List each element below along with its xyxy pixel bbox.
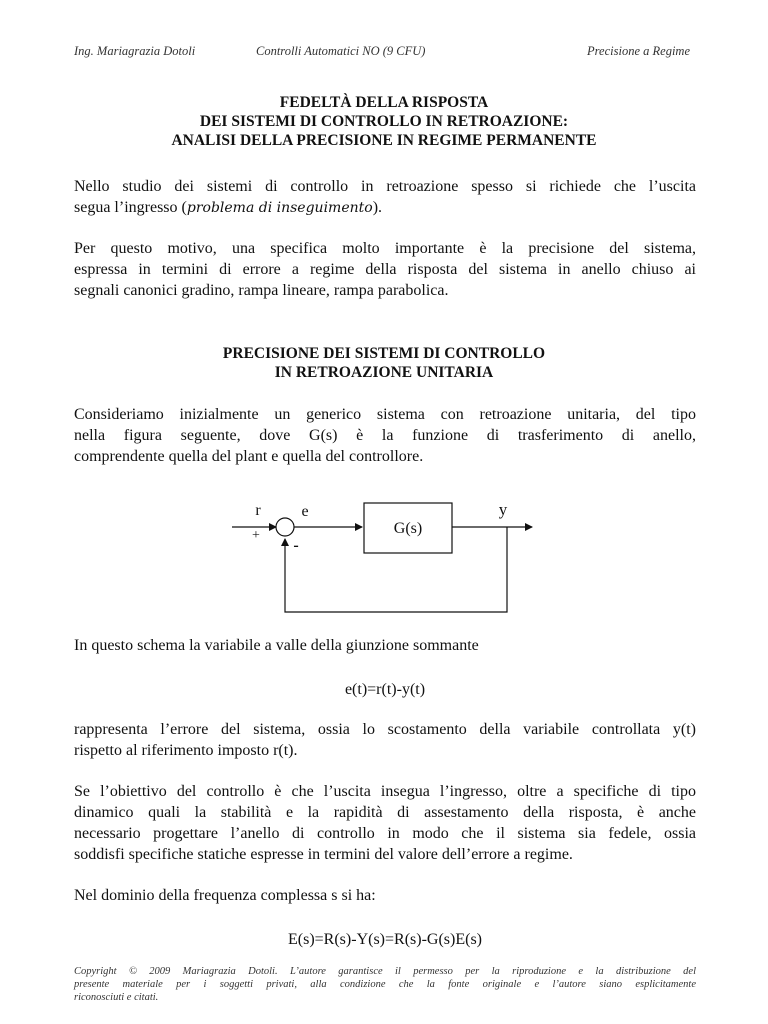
input-label: r: [255, 502, 261, 519]
section-heading: [74, 344, 694, 382]
text-line: Nello studio dei sistemi di controllo in retroazione spesso si richiede che l’uscita: [74, 178, 696, 195]
text-line: Nel dominio della frequenza complessa s si ha:: [74, 887, 376, 904]
text-line: soddisfi specifiche statiche espresse in termini del valore dell’errore a regime.: [74, 846, 573, 863]
error-label: e: [301, 503, 309, 520]
output-label: y: [498, 500, 508, 519]
section-heading-line-2: IN RETROAZIONE UNITARIA: [274, 364, 494, 381]
text-line: necessario progettare l’anello di controllo in modo che il sistema sia fedele, ossia: [74, 825, 696, 842]
section-heading-line-1: PRECISIONE DEI SISTEMI DI CONTROLLO: [222, 345, 546, 362]
body-paragraph-3: [74, 404, 696, 467]
text-line: In questo schema la variabile a valle della giunzione sommante: [74, 637, 479, 654]
feedback-block-diagram: [228, 495, 548, 620]
footer-line: riconosciuti e citati.: [74, 992, 159, 1003]
summing-junction: [276, 518, 294, 536]
block-label: G(s): [393, 520, 423, 537]
footer-line: presente materiale per i soggetti privati, alla condizione che la fonte originale e l’autore siano esplicitamente: [74, 979, 696, 990]
text-fragment: ).: [372, 199, 383, 216]
equation-error-time: e(t)=r(t)-y(t): [344, 681, 426, 698]
text-line: Consideriamo inizialmente un generico sistema con retroazione unitaria, del tipo: [74, 406, 696, 423]
text-line: rispetto al riferimento imposto r(t).: [74, 742, 298, 759]
title-line-3: ANALISI DELLA PRECISIONE IN REGIME PERMANENTE: [171, 132, 597, 149]
body-paragraph-5: [74, 719, 696, 761]
body-paragraph-4: [74, 635, 696, 656]
text-fragment: segua l’ingresso (: [74, 199, 187, 216]
text-line: Se l’obiettivo del controllo è che l’uscita insegua l’ingresso, oltre a specifiche di tipo: [74, 783, 696, 800]
page-header: [74, 44, 694, 64]
italic-term: problema di inseguimento: [186, 200, 373, 216]
text-line: espressa in termini di errore a regime della risposta del sistema in anello chiuso ai: [74, 261, 696, 278]
minus-sign: -: [293, 537, 299, 554]
copyright-footer: [74, 965, 696, 1004]
text-line: segnali canonici gradino, rampa lineare, rampa parabolica.: [74, 282, 449, 299]
equation-error-laplace: E(s)=R(s)-Y(s)=R(s)-G(s)E(s): [288, 931, 482, 948]
text-line: nella figura seguente, dove G(s) è la funzione di trasferimento di anello,: [74, 427, 696, 444]
body-paragraph-6: [74, 781, 696, 865]
text-line: rappresenta l’errore del sistema, ossia lo scostamento della variabile controllata y(t): [74, 721, 696, 738]
document-title: [74, 93, 694, 150]
header-topic: Precisione a Regime: [587, 44, 690, 58]
footer-line: Copyright © 2009 Mariagrazia Dotoli. L’autore garantisce il permesso per la riproduzione e la distribuzione del: [74, 966, 696, 977]
plus-sign: +: [252, 528, 260, 543]
body-paragraph-7: [74, 885, 696, 906]
title-line-1: FEDELTÀ DELLA RISPOSTA: [279, 94, 489, 111]
header-course: Controlli Automatici NO (9 CFU): [256, 44, 426, 58]
text-line: Per questo motivo, una specifica molto importante è la precisione del sistema,: [74, 240, 696, 257]
intro-paragraph-2: [74, 238, 696, 301]
intro-paragraph-1: [74, 176, 696, 219]
header-author: Ing. Mariagrazia Dotoli: [74, 44, 196, 58]
text-line: comprendente quella del plant e quella del controllore.: [74, 448, 424, 465]
title-line-2: DEI SISTEMI DI CONTROLLO IN RETROAZIONE:: [199, 113, 569, 130]
text-line: dinamico quali la stabilità e la rapidità di assestamento della risposta, è anche: [74, 804, 696, 821]
text-line: [74, 197, 696, 219]
